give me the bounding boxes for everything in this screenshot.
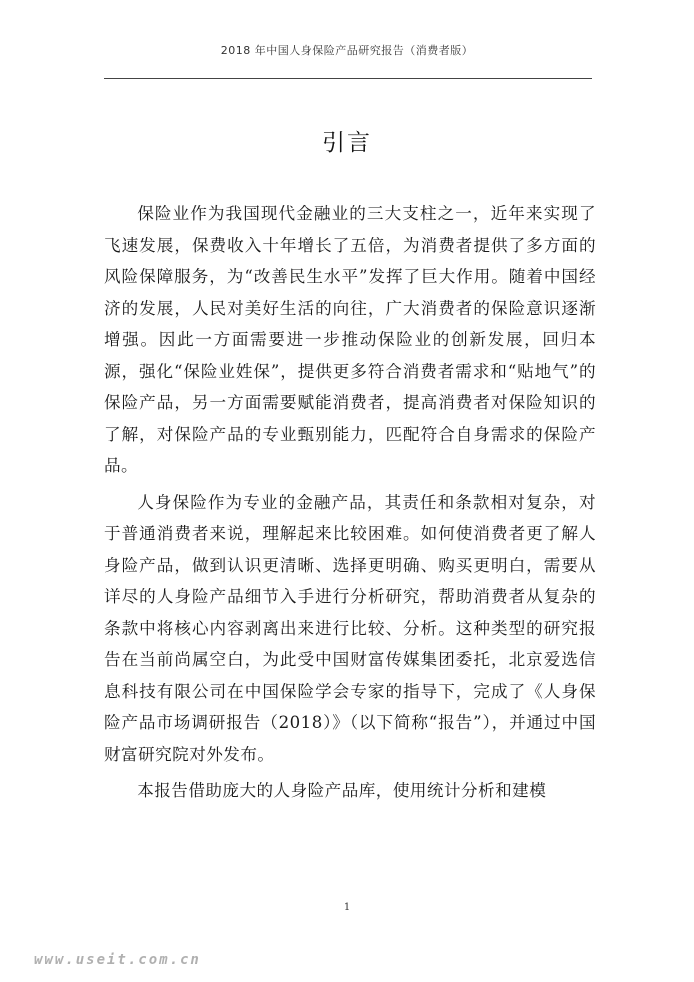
paragraph: 本报告借助庞大的人身险产品库，使用统计分析和建模 xyxy=(137,781,547,800)
paragraph: 人身保险作为专业的金融产品，其责任和条款相对复杂，对于普通消费者来说，理解起来比较困难。如何使消费者更了解人身险产品，做到认识更清晰、选择更明确、购买更明白，需要从详尽的人身险产品细节入手进行分析研究，帮助消费者从复杂的条款中将核心内容剥离出来进行比较、分析。这种类型的研究报告在当前尚属空白，为此受中国财富传媒集团委托，北京爱选信息科技有限公司在中国保险学会专家的指导下，完成了《人身保险产品市场调研报告（2018）》（以下简称“报告”），并通过中国财富研究院对外发布。 xyxy=(104,492,596,764)
running-header: 2018 年中国人身保险产品研究报告（消费者版） xyxy=(220,44,474,57)
body-text xyxy=(104,198,596,812)
watermark: www.useit.com.cn xyxy=(34,952,201,968)
page-number: 1 xyxy=(343,902,351,913)
header-divider xyxy=(104,78,592,79)
page-title: 引言 xyxy=(322,130,372,156)
paragraph: 保险业作为我国现代金融业的三大支柱之一，近年来实现了飞速发展，保费收入十年增长了五倍，为消费者提供了多方面的风险保障服务，为“改善民生水平”发挥了巨大作用。随着中国经济的发展，人民对美好生活的向往，广大消费者的保险意识逐渐增强。因此一方面需要进一步推动保险业的创新发展，回归本源，强化“保险业姓保”，提供更多符合消费者需求和“贴地气”的保险产品，另一方面需要赋能消费者，提高消费者对保险知识的了解，对保险产品的专业甄别能力，匹配符合自身需求的保险产品。 xyxy=(104,204,596,475)
